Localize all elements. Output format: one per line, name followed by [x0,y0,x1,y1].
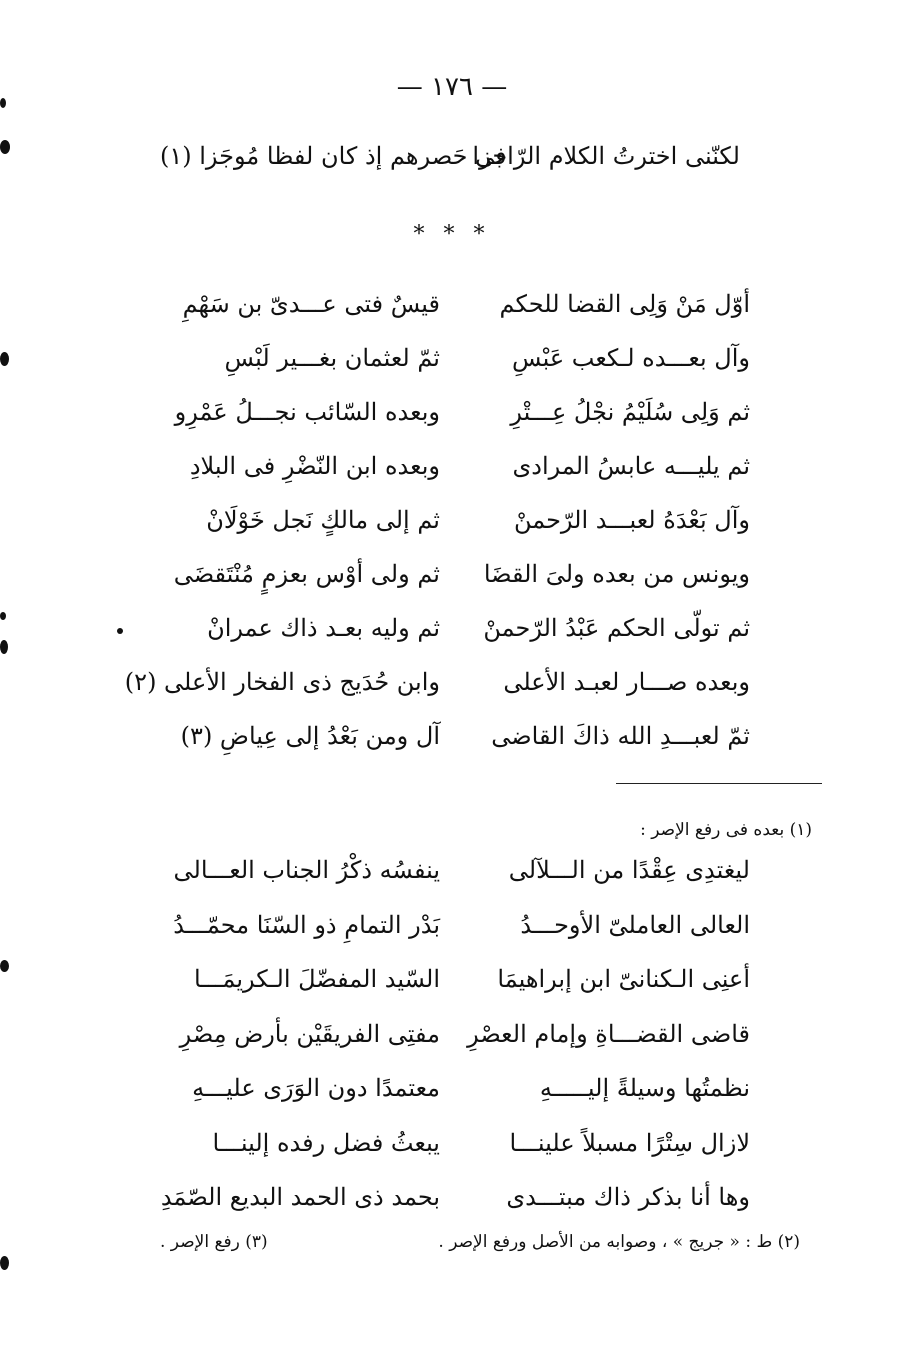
footnote-heading: (١) بعده فى رفع الإصر : [640,820,812,840]
verse-second-hemistich: آل ومن بَعْدُ إلى عِياضِ (٣) [180,722,440,750]
poem-verse [150,290,750,344]
scan-mark [0,612,6,620]
verse-first-hemistich: لازال سِتْرًا مسبلاً علينـــا [509,1128,750,1157]
poem-verse [150,1074,750,1129]
scan-mark [0,352,9,366]
verse-second-hemistich: وبعده السّائب نجـــلُ عَمْرِو [174,398,440,426]
poem-verse [150,722,750,776]
verse-first-hemistich: وها أنا بذكر ذاك مبتـــدى [506,1183,750,1211]
verse-second-hemistich: معتمدًا دون الوَرَى عليـــهِ [192,1074,440,1102]
verse-second-hemistich: ينفسُه ذكْرُ الجناب العـــالى [173,856,440,884]
section-divider: * * * [413,222,491,247]
poem-verse [150,506,750,560]
verse-second-hemistich: ثم إلى مالكٍ نَجل خَوْلَانْ [206,506,440,534]
poem-verse [150,344,750,398]
verse-first-hemistich: لكنّنى اخترتُ الكلام الرّاجزا [472,142,740,170]
verse-first-hemistich: وآل بَعْدَهُ لعبـــد الرّحمنْ [513,506,750,534]
verse-second-hemistich: ثم ولى أوْس بعزمٍ مُنْتَقضَى [173,560,440,588]
opening-verse [160,142,740,182]
verse-second-hemistich: بحمد ذى الحمد البديع الصّمَدِ [160,1183,440,1211]
verse-second-hemistich: فى حَصرهم إذ كان لفظا مُوجَزا (١) [160,142,507,170]
scan-mark [0,1256,9,1270]
poem-verse [150,452,750,506]
verse-first-hemistich: أوّل مَنْ وَلِى القضا للحكم [499,290,750,318]
poem-verse [124,668,750,722]
poem-verse [150,856,750,911]
scan-mark [0,640,8,654]
verse-first-hemistich: ليغتدِى عِقْدًا من الـــلآلى [508,856,750,884]
scan-mark [0,960,9,972]
scan-mark [0,98,6,108]
verse-second-hemistich: بَدْر التمامِ ذو السّنَا محمّـــدُ [173,910,440,939]
verse-second-hemistich: ثم وليه بعـد ذاك عمرانْ [207,614,440,642]
page-number: — ١٧٦ — [396,72,508,102]
poem-verse [150,398,750,452]
verse-first-hemistich: العالى العاملىّ الأوحـــدُ [520,910,750,939]
verse-first-hemistich: ثم تولّى الحكم عَبْدُ الرّحمنْ [483,614,750,642]
verse-first-hemistich: وبعده صـــار لعبـد الأعلى [503,668,750,696]
verse-second-hemistich: وبعده ابن النّضْرِ فى البلادِ [189,452,440,480]
verse-first-hemistich: وآل بعـــده لـكعب عَبْسِ [511,344,750,372]
verse-second-hemistich: يبعثُ فضل رفده إلينـــا [212,1128,440,1157]
verse-second-hemistich: ثمّ لعثمان بغـــير لَبْسِ [224,344,440,372]
main-poem [124,290,750,776]
scan-mark [117,628,123,634]
verse-first-hemistich: أعنِى الـكنانىّ ابن إبراهيمَا [497,965,750,993]
verse-second-hemistich: مفتِى الفريقَيْن بأرض مِصْرِ [179,1019,440,1048]
poem-verse [150,1020,750,1075]
poem-verse [150,911,750,966]
footnotes [160,1232,800,1262]
verse-first-hemistich: ثمّ لعبـــدِ الله ذاكَ القاضى [491,722,750,750]
verse-first-hemistich: قاضى القضـــاةِ وإمام العصْرِ [467,1019,750,1048]
verse-first-hemistich: ثم يليـــه عابسُ المرادى [512,452,750,480]
poem-verse [150,560,750,614]
poem-verse [150,965,750,1020]
verse-second-hemistich: السّيد المفضّلَ الـكريمَـــا [194,965,440,993]
verse-first-hemistich: ويونس من بعده ولىَ القضَا [483,560,750,588]
verse-second-hemistich: قيسٌ فتى عـــدىّ بن سَهْمِ [182,290,440,318]
verse-second-hemistich: وابن حُدَيج ذى الفخار الأعلى (٢) [124,668,440,696]
scan-mark [0,140,10,154]
footnote-2: (٢) ط : « جريج » ، وصوابه من الأصل ورفع الإصر . [438,1232,800,1252]
poem-verse [150,1183,750,1238]
verse-first-hemistich: ثم وَلِى سُلَيْمُ نجْلُ عِـــتْرِ [510,398,750,426]
footnote-separator [616,783,822,784]
poem-verse [150,1129,750,1184]
verse-first-hemistich: نظمتُها وسيلةً إليـــــهِ [539,1074,750,1102]
footnote-poem [150,856,750,1238]
footnote-3: (٣) رفع الإصر . [160,1232,268,1252]
poem-verse [150,614,750,668]
